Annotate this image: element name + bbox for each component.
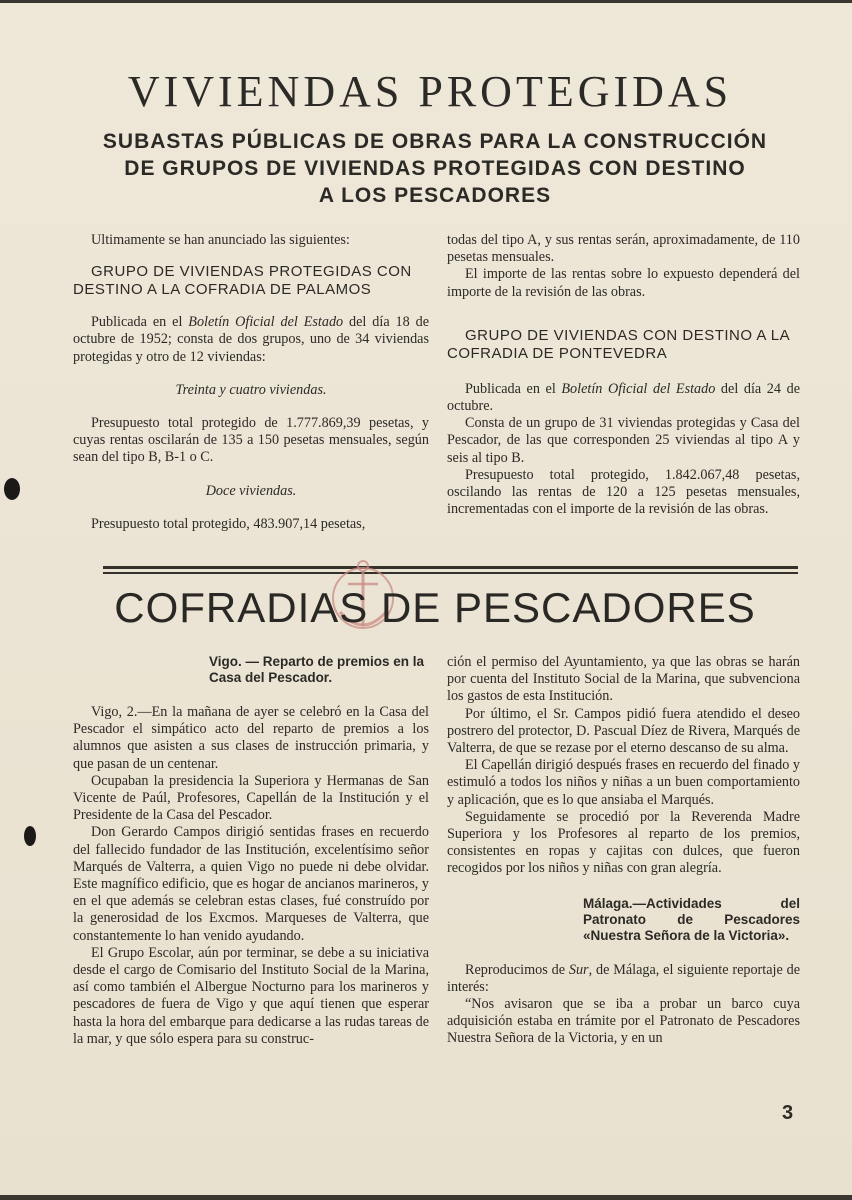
subheading-34-viviendas: Treinta y cuatro viviendas. [175, 381, 327, 398]
vp-left-column [73, 232, 429, 533]
heading-vigo: Vigo. — Reparto de premios en la Casa del Pescador. [209, 654, 425, 685]
section-divider [103, 572, 798, 574]
paragraph: Ocupaban la presidencia la Superiora y Hermanas de San Vicente de Paúl, Profesores, Capellán de la Institución y el Presidente de la Casa del Pescador. [73, 772, 429, 824]
paragraph: Vigo, 2.—En la mañana de ayer se celebró en la Casa del Pescador el simpático acto del reparto de premios a los alumnos que asisten a sus clases de instrucción primaria, y que pasan de un centenar. [73, 704, 429, 772]
binding-hole [24, 826, 36, 846]
section-divider [103, 566, 798, 569]
paragraph: Presupuesto total protegido, 483.907,14 pesetas, [91, 515, 366, 532]
paragraph: “Nos avisaron que se iba a probar un barco cuya adquisición estaba en trámite por el Patronato de Pescadores Nuestra Señora de la Victoria, y en un [447, 996, 800, 1047]
intro-paragraph: Ultimamente se han anunciado las siguientes: [91, 232, 350, 248]
paragraph: Don Gerardo Campos dirigió sentidas frases en recuerdo del fallecido fundador de las Institución, excelentísimo señor Marqués de Valterra, a quien Vigo no puede ni debe olvidar. Este magnífico edificio, que es hogar de ancianos marineros, y en el que además se celebran estas clases, fué construído por la generosidad de los Excmos. Marqueses de Valterra, que constantemente lo han venido ayudando. [73, 824, 429, 944]
subtitle-line: SUBASTAS PÚBLICAS DE OBRAS PARA LA CONSTRUCCIÓN [102, 130, 768, 153]
paragraph: ción el permiso del Ayuntamiento, ya que las obras se harán por cuenta del Instituto Social de la Marina, que subvenciona los gastos de esta Institución. [447, 654, 800, 705]
paragraph: Por último, el Sr. Campos pidió fuera atendido el deseo postrero del protector, D. Pascual Díez de Rivera, Marqués de Valterra, de que se rezase por el eterno descanso de su alma. [447, 705, 800, 757]
subtitle-line: A LOS PESCADORES [318, 184, 552, 207]
paragraph: Publicada en el Boletín Oficial del Estado del día 18 de octubre de 1952; consta de dos grupos, uno de 34 viviendas protegidas y otro de 12 viviendas: [73, 314, 430, 365]
bottom-edge-line [0, 1195, 852, 1200]
paragraph: Consta de un grupo de 31 viviendas protegidas y Casa del Pescador, de las que corresponden 25 viviendas al tipo A y seis al tipo B. [447, 415, 800, 466]
group-heading-palamos: GRUPO DE VIVIENDAS PROTEGIDAS CON DESTINO A LA COFRADIA DE PALAMOS [73, 263, 412, 299]
paragraph: Reproducimos de Sur, de Málaga, el siguiente reportaje de interés: [447, 961, 801, 995]
subheading-12-viviendas: Doce viviendas. [205, 482, 297, 499]
paragraph: El importe de las rentas sobre lo expuesto dependerá del importe de la revisión de las obras. [447, 266, 800, 300]
cp-right-column [447, 654, 800, 1048]
boe-reference: Boletín Oficial del Estado [561, 380, 716, 397]
paragraph: Seguidamente se procedió por la Reverenda Madre Superiora y los Profesores al reparto de los premios, consistentes en ropas y cajitas con dulces, que fueron recogidos por los niños y niñas con gran alegría. [447, 808, 800, 877]
paragraph: Publicada en el Boletín Oficial del Estado del día 24 de octubre. [447, 380, 800, 415]
source-reference: Sur [568, 961, 589, 978]
paragraph: todas del tipo A, y sus rentas serán, aproximadamente, de 110 pesetas mensuales. [447, 232, 800, 266]
main-title: VIVIENDAS PROTEGIDAS [127, 67, 733, 116]
page-number: 3 [782, 1102, 794, 1124]
section-title-cofradias: COFRADIAS DE PESCADORES [114, 584, 756, 631]
heading-malaga: Málaga.—Actividades del Patronato de Pescadores «Nuestra Señora de la Victoria». [583, 895, 800, 943]
subtitle [70, 128, 800, 209]
top-edge-line [0, 0, 852, 3]
paragraph: Presupuesto total protegido de 1.777.869,39 pesetas, y cuyas rentas oscilarán de 135 a 150 pesetas mensuales, según sean del tipo B, B-1 o C. [73, 415, 429, 466]
binding-hole [4, 478, 20, 500]
boe-reference: Boletín Oficial del Estado [188, 314, 344, 331]
paragraph: Presupuesto total protegido, 1.842.067,48 pesetas, oscilando las rentas de 120 a 125 pesetas mensuales, incrementadas con el importe de la revisión de las obras. [447, 466, 800, 518]
group-heading-pontevedra: GRUPO DE VIVIENDAS CON DESTINO A LA COFRADIA DE PONTEVEDRA [447, 326, 790, 362]
paragraph: El Capellán dirigió después frases en recuerdo del finado y estimuló a todos los niños y niñas a un buen comportamiento y aplicación, que es lo que ansiaba el Marqués. [447, 757, 800, 808]
cp-left-column [73, 654, 429, 1048]
subtitle-line: DE GRUPOS DE VIVIENDAS PROTEGIDAS CON DESTINO [124, 157, 746, 180]
paragraph: El Grupo Escolar, aún por terminar, se debe a su iniciativa desde el cargo de Comisario del Instituto Social de la Marina, así como también el Albergue Nocturno para los marineros y pescadores de fuera de Vigo y que aquí tienen que esperar hasta la hora del embarque para dedicarse a las rudas tareas de la mar, y que sólo espera para su construc- [73, 944, 429, 1047]
vp-right-column [447, 232, 800, 518]
